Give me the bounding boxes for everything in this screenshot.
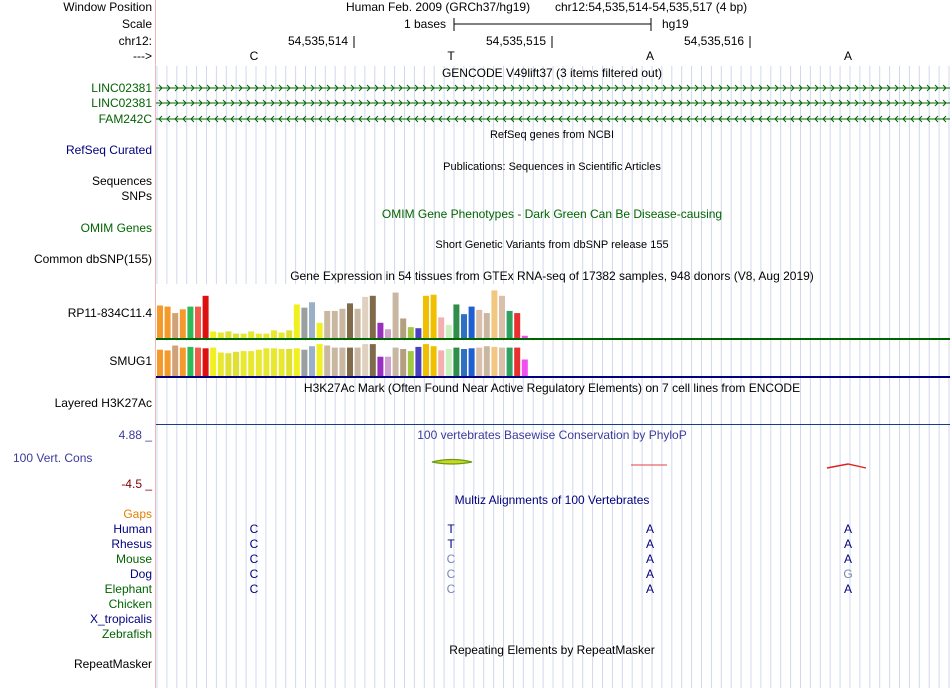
gtex-bar: [362, 344, 368, 377]
gtex-chart-smug1[interactable]: [156, 341, 950, 378]
gtex-bar: [210, 348, 216, 377]
species-label-mouse[interactable]: Mouse: [115, 552, 152, 566]
base-1: C: [249, 49, 259, 63]
align-base: T: [447, 522, 455, 536]
gtex-bar: [453, 348, 459, 377]
scale-bar: [453, 17, 653, 32]
window-position-label: Window Position: [63, 0, 152, 14]
gtex-bar: [370, 296, 376, 339]
gtex-bar: [438, 350, 444, 377]
coord-ticks: [353, 34, 753, 49]
gtex-bar: [301, 350, 307, 377]
gtex-bar: [248, 351, 254, 377]
gtex-bar: [180, 309, 186, 339]
align-base: A: [645, 552, 655, 566]
base-3: A: [645, 49, 655, 63]
species-label-chicken[interactable]: Chicken: [108, 597, 152, 611]
gtex-bar: [377, 357, 383, 377]
gtex-bar: [408, 327, 414, 339]
align-base: C: [249, 552, 259, 566]
gtex-bar: [514, 313, 520, 339]
gtex-bar: [423, 296, 429, 339]
scale-text: 1 bases: [404, 17, 447, 31]
align-base: A: [843, 522, 853, 536]
refseq-title[interactable]: RefSeq genes from NCBI: [489, 129, 615, 141]
base-2: T: [447, 49, 455, 63]
align-base: C: [446, 567, 456, 581]
gtex-bar: [491, 290, 497, 339]
gtex-bar: [301, 308, 307, 339]
gtex-bar: [522, 360, 528, 378]
gtex-bar: [195, 307, 201, 339]
gtex-bar: [461, 349, 467, 377]
gtex-bar: [317, 344, 323, 377]
gtex-bar: [279, 349, 285, 377]
multiz-title[interactable]: Multiz Alignments of 100 Vertebrates: [454, 493, 650, 507]
refseq-label[interactable]: RefSeq Curated: [65, 143, 152, 157]
align-base: C: [249, 567, 259, 581]
align-base: A: [645, 522, 655, 536]
gene-label-fam242c[interactable]: FAM242C: [98, 112, 152, 126]
gtex-bar: [514, 348, 520, 377]
gtex-bar: [294, 348, 300, 377]
gtex-bar: [180, 348, 186, 377]
gtex-bar: [400, 349, 406, 377]
phylop-label[interactable]: 100 Vert. Cons: [13, 451, 93, 465]
gtex-bar: [294, 304, 300, 339]
gtex-bar: [241, 351, 247, 377]
gtex-bar: [453, 304, 459, 339]
gtex-bar: [317, 323, 323, 339]
gtex-bar: [225, 353, 231, 377]
gtex-bar: [476, 348, 482, 377]
gencode-gene-tracks[interactable]: [156, 81, 950, 127]
align-base: G: [843, 567, 853, 581]
gtex-bar: [469, 348, 475, 377]
gtex-bar: [225, 331, 231, 339]
align-base: T: [447, 537, 455, 551]
gtex-bar: [393, 348, 399, 377]
repeatmasker-label[interactable]: RepeatMasker: [73, 657, 152, 671]
gtex-bar: [286, 330, 292, 339]
species-label-zebrafish[interactable]: Zebrafish: [101, 627, 152, 641]
gtex-bar: [172, 313, 178, 339]
gtex-bar: [256, 350, 262, 377]
gtex-bar: [210, 331, 216, 339]
gtex-bar: [339, 309, 345, 339]
gencode-title[interactable]: GENCODE V49lift37 (3 items filtered out): [441, 66, 663, 80]
align-base: C: [249, 582, 259, 596]
align-base: A: [843, 582, 853, 596]
gtex-bar: [309, 302, 315, 339]
h3k27ac-title[interactable]: H3K27Ac Mark (Often Found Near Active Regulatory Elements) on 7 cell lines from ENCODE: [303, 381, 801, 395]
gtex-bar: [165, 350, 171, 377]
gtex-bar: [187, 307, 193, 339]
gene-label-linc02381-a[interactable]: LINC02381: [91, 81, 152, 95]
coord-1: 54,535,514: [288, 34, 349, 48]
gtex-bar: [233, 352, 239, 377]
species-label-dog[interactable]: Dog: [129, 567, 152, 581]
align-base: C: [446, 552, 456, 566]
gtex-bar: [187, 347, 193, 377]
gtex-bar: [347, 303, 353, 339]
gtex-bar: [339, 348, 345, 377]
gtex-bar: [385, 329, 391, 339]
h3k27ac-label[interactable]: Layered H3K27Ac: [54, 396, 152, 410]
gtex-bar: [431, 346, 437, 377]
align-base: A: [843, 552, 853, 566]
align-base: C: [249, 537, 259, 551]
gtex-bar: [203, 348, 209, 377]
publications-title[interactable]: Publications: Sequences in Scientific Articles: [443, 161, 661, 173]
phylop-max: 4.88 _: [118, 428, 152, 442]
gtex-bar: [507, 311, 513, 339]
gtex-bar: [165, 307, 171, 339]
gtex-bar: [203, 296, 209, 339]
gtex-bar: [324, 346, 330, 378]
gtex-bar: [484, 313, 490, 339]
gtex-bar: [461, 314, 467, 339]
align-base: A: [645, 567, 655, 581]
species-label-human[interactable]: Human: [113, 522, 152, 536]
gtex-bar: [157, 306, 163, 339]
species-label-x_tropicalis[interactable]: X_tropicalis: [89, 612, 152, 626]
coord-3: 54,535,516: [684, 34, 745, 48]
position-text[interactable]: chr12:54,535,514-54,535,517 (4 bp): [555, 0, 748, 14]
gtex-bar: [355, 309, 361, 339]
gtex-gene-smug1[interactable]: SMUG1: [109, 354, 152, 368]
gtex-bar: [362, 297, 368, 339]
coord-2: 54,535,515: [486, 34, 547, 48]
gtex-bar: [438, 317, 444, 339]
gtex-chart-rp11[interactable]: [156, 284, 950, 340]
gtex-bar: [446, 349, 452, 377]
gtex-bar: [332, 311, 338, 339]
gtex-bar: [324, 311, 330, 339]
species-label-elephant[interactable]: Elephant: [104, 582, 152, 596]
gtex-bar: [263, 348, 269, 377]
gaps-label[interactable]: Gaps: [123, 507, 152, 521]
phylop-signal[interactable]: [156, 454, 950, 474]
sequences-label[interactable]: Sequences: [91, 174, 152, 188]
gtex-bar: [393, 293, 399, 339]
gtex-bar: [271, 348, 277, 377]
gtex-bar: [377, 323, 383, 339]
gtex-bar: [248, 331, 254, 339]
gtex-title[interactable]: Gene Expression in 54 tissues from GTEx RNA-seq of 17382 samples, 948 donors (V8, Aug 2019): [290, 269, 814, 283]
gtex-bar: [446, 325, 452, 339]
gtex-bar: [431, 295, 437, 339]
gtex-bar: [499, 296, 505, 339]
phylop-title[interactable]: 100 vertebrates Basewise Conservation by PhyloP: [417, 428, 687, 442]
snps-label[interactable]: SNPs: [121, 189, 152, 203]
gtex-bar: [286, 349, 292, 377]
gtex-bar: [507, 348, 513, 377]
assembly-title: Human Feb. 2009 (GRCh37/hg19): [346, 0, 531, 14]
gtex-bar: [484, 346, 490, 377]
gtex-bar: [499, 348, 505, 377]
align-base: C: [249, 522, 259, 536]
gtex-bar: [415, 328, 421, 339]
h3k27ac-baseline: [156, 424, 950, 425]
gtex-bar: [218, 353, 224, 378]
gtex-bar: [157, 350, 163, 377]
gtex-bar: [400, 318, 406, 339]
omim-title[interactable]: OMIM Gene Phenotypes - Dark Green Can Be Disease-causing: [381, 207, 723, 221]
gene-label-linc02381-b[interactable]: LINC02381: [91, 96, 152, 110]
gtex-gene-rp11[interactable]: RP11-834C11.4: [67, 306, 152, 320]
gtex-bar: [347, 348, 353, 377]
gtex-bar: [423, 344, 429, 377]
gtex-bar: [355, 348, 361, 377]
gtex-bar: [469, 307, 475, 339]
gtex-bar: [385, 357, 391, 377]
gtex-bar: [271, 330, 277, 339]
phylop-min: -4.5 _: [121, 477, 152, 491]
align-base: A: [645, 582, 655, 596]
gtex-bar: [309, 346, 315, 377]
base-4: A: [843, 49, 853, 63]
dbsnp-title[interactable]: Short Genetic Variants from dbSNP release 155: [435, 239, 669, 251]
align-base: A: [843, 537, 853, 551]
gtex-bar: [332, 348, 338, 377]
omim-label[interactable]: OMIM Genes: [80, 221, 152, 235]
align-base: C: [446, 582, 456, 596]
gtex-bar: [195, 348, 201, 377]
gtex-bar: [172, 346, 178, 378]
gtex-bar: [408, 351, 414, 377]
strand-label: --->: [133, 49, 152, 63]
scale-label: Scale: [121, 17, 152, 31]
align-base: A: [645, 537, 655, 551]
gtex-bar: [370, 344, 376, 377]
chrom-label: chr12:: [118, 34, 152, 48]
dbsnp-label[interactable]: Common dbSNP(155): [33, 252, 152, 266]
gtex-bar: [491, 347, 497, 377]
db-name: hg19: [662, 17, 689, 31]
repeatmasker-title[interactable]: Repeating Elements by RepeatMasker: [449, 643, 655, 657]
species-label-rhesus[interactable]: Rhesus: [111, 537, 152, 551]
gtex-bar: [476, 310, 482, 339]
gtex-bar: [415, 347, 421, 377]
